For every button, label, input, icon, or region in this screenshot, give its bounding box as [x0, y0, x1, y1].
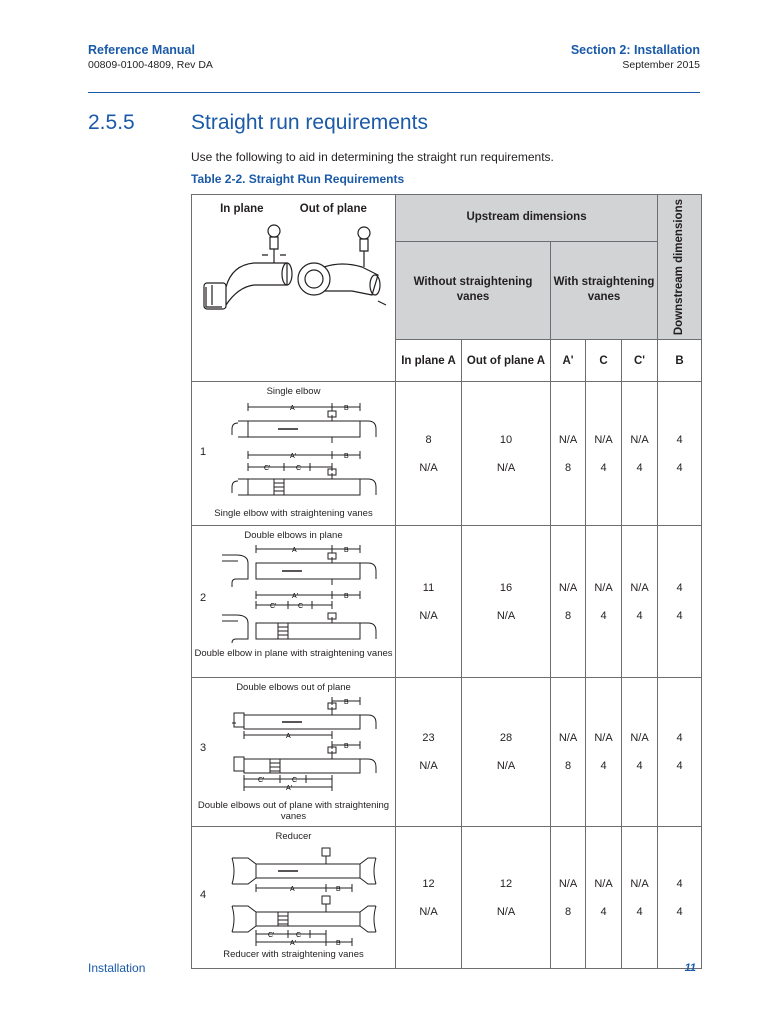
table-row: [192, 382, 702, 526]
value-cell: 12: [499, 877, 513, 890]
header-rule: [88, 92, 700, 93]
reducer-diagram: [192, 842, 394, 946]
row-2-c: [586, 526, 622, 678]
table-row: [192, 678, 702, 827]
document-number: 00809-0100-4809, Rev DA: [88, 59, 213, 71]
value-cell: N/A: [594, 732, 613, 745]
value-cell: 4: [676, 905, 683, 918]
double-elbow-out-of-plane-diagram: [192, 693, 394, 797]
value-cell: N/A: [594, 433, 613, 446]
dim-label-b: B: [344, 453, 349, 461]
value-cell: N/A: [496, 461, 516, 474]
dim-label-c: C: [296, 932, 302, 940]
row-1-figure-caption: Single elbow with straightening vanes: [214, 508, 373, 520]
col-a-prime: A': [551, 340, 586, 382]
value-cell: 12: [422, 877, 435, 890]
value-cell: 16: [499, 581, 513, 594]
value-cell: N/A: [558, 877, 578, 890]
elbow-orientation-illustration: [192, 215, 394, 315]
dim-label-b: B: [344, 405, 349, 413]
row-4-figure-caption: Reducer with straightening vanes: [223, 949, 364, 961]
dim-label-c: C: [296, 465, 302, 473]
row-1-out-plane-a: [462, 382, 551, 526]
dim-label-a: A: [290, 886, 295, 894]
value-cell: N/A: [419, 609, 438, 622]
value-cell: 28: [499, 732, 513, 745]
value-cell: 4: [676, 877, 683, 890]
value-cell: 4: [676, 732, 683, 745]
header-illustration-cell: [192, 195, 396, 382]
single-elbow-diagram: [192, 397, 394, 505]
with-vanes-header: With straightening vanes: [551, 241, 658, 339]
dim-label-a-prime: A': [290, 453, 297, 461]
dim-label-b: B: [344, 743, 349, 751]
value-cell: N/A: [496, 905, 516, 918]
dim-label-a-prime: A': [290, 940, 297, 947]
value-cell: N/A: [558, 581, 578, 594]
row-2-number: 2: [200, 592, 207, 605]
dim-label-c-prime: C': [268, 932, 275, 940]
row-1-number: 1: [200, 446, 207, 459]
value-cell: N/A: [594, 877, 613, 890]
dim-label-b: B: [344, 593, 349, 601]
col-in-plane-a: In plane A: [396, 340, 462, 382]
dim-label-a-prime: A': [286, 785, 293, 793]
row-1-a-prime: [551, 382, 586, 526]
value-cell: 8: [564, 461, 572, 474]
col-b: B: [658, 340, 702, 382]
header-right: [571, 43, 700, 72]
section-title: Straight run requirements: [191, 111, 428, 134]
value-cell: N/A: [594, 581, 613, 594]
value-cell: N/A: [419, 760, 438, 773]
value-cell: N/A: [630, 732, 649, 745]
row-2-out-plane-a: [462, 526, 551, 678]
table-row: [192, 526, 702, 678]
row-3-c-prime: [622, 678, 658, 827]
value-cell: 4: [676, 433, 683, 446]
downstream-dimensions-header: [658, 195, 702, 340]
value-cell: N/A: [558, 433, 578, 446]
value-cell: 8: [425, 433, 432, 446]
row-1-c-prime: [622, 382, 658, 526]
value-cell: 10: [499, 433, 513, 446]
straight-run-table: [191, 194, 702, 969]
row-4-figure-cell: [192, 827, 396, 969]
col-c: C: [586, 340, 622, 382]
row-3-out-plane-a: [462, 678, 551, 827]
value-cell: N/A: [419, 905, 438, 918]
row-4-figure-title: Reducer: [275, 831, 312, 843]
out-of-plane-label: Out of plane: [299, 203, 367, 215]
value-cell: 8: [564, 609, 572, 622]
row-1-in-plane-a: [396, 382, 462, 526]
row-3-figure-caption: Double elbows out of plane with straightening vanes: [197, 800, 390, 823]
col-out-of-plane-a: Out of plane A: [462, 340, 551, 382]
value-cell: 4: [636, 905, 643, 918]
value-cell: 4: [676, 581, 683, 594]
dim-label-c: C: [292, 777, 298, 785]
table-row: [192, 827, 702, 969]
row-1-figure-cell: [192, 382, 396, 526]
row-3-in-plane-a: [396, 678, 462, 827]
upstream-dimensions-header: Upstream dimensions: [396, 195, 658, 242]
section-number: 2.5.5: [88, 111, 135, 134]
manual-title: Reference Manual: [88, 43, 195, 57]
double-elbow-in-plane-diagram: [192, 541, 394, 645]
row-2-b: [658, 526, 702, 678]
row-2-c-prime: [622, 526, 658, 678]
value-cell: 4: [600, 905, 607, 918]
row-2-in-plane-a: [396, 526, 462, 678]
value-cell: N/A: [558, 732, 578, 745]
downstream-dimensions-label: Downstream dimensions: [673, 199, 686, 336]
value-cell: N/A: [630, 877, 649, 890]
value-cell: 4: [676, 760, 683, 773]
row-4-a-prime: [551, 827, 586, 969]
section-label: Section 2: Installation: [570, 43, 700, 57]
out-of-plane-elbow-icon: [298, 227, 386, 305]
row-1-b: [658, 382, 702, 526]
value-cell: N/A: [630, 581, 649, 594]
row-3-c: [586, 678, 622, 827]
value-cell: 4: [676, 609, 683, 622]
dim-label-c-prime: C': [264, 465, 271, 473]
dim-label-c-prime: C': [258, 777, 265, 785]
value-cell: 8: [564, 905, 572, 918]
dim-label-b: B: [344, 547, 349, 555]
dim-label-a: A: [286, 733, 291, 741]
value-cell: 4: [636, 461, 643, 474]
value-cell: 11: [422, 581, 435, 594]
value-cell: N/A: [630, 433, 649, 446]
row-4-out-plane-a: [462, 827, 551, 969]
without-vanes-header: Without straightening vanes: [396, 241, 551, 339]
row-1-figure-title: Single elbow: [266, 386, 321, 398]
row-3-a-prime: [551, 678, 586, 827]
row-3-number: 3: [200, 742, 207, 755]
value-cell: 4: [600, 609, 607, 622]
row-2-figure-cell: [192, 526, 396, 678]
dim-label-a: A: [290, 405, 295, 413]
dim-label-b: B: [336, 886, 341, 894]
page-number: 11: [684, 962, 696, 974]
dim-label-c: C: [298, 603, 304, 611]
value-cell: N/A: [419, 461, 438, 474]
row-4-number: 4: [200, 889, 207, 902]
row-4-c-prime: [622, 827, 658, 969]
in-plane-elbow-icon: [204, 225, 292, 309]
intro-text: Use the following to aid in determining the straight run requirements.: [191, 150, 554, 164]
header-left: [88, 43, 213, 72]
row-3-figure-cell: [192, 678, 396, 827]
col-c-prime: C': [622, 340, 658, 382]
row-2-figure-caption: Double elbow in plane with straightening vanes: [194, 648, 393, 660]
value-cell: N/A: [496, 760, 516, 773]
row-4-b: [658, 827, 702, 969]
table-caption: Table 2-2. Straight Run Requirements: [191, 172, 405, 186]
row-2-figure-title: Double elbows in plane: [244, 530, 343, 542]
value-cell: 4: [600, 760, 607, 773]
row-2-a-prime: [551, 526, 586, 678]
value-cell: 4: [676, 461, 683, 474]
value-cell: 8: [564, 760, 572, 773]
dim-label-b: B: [336, 940, 341, 947]
row-3-figure-title: Double elbows out of plane: [236, 682, 351, 694]
in-plane-label: In plane: [220, 203, 264, 215]
footer-section-label: Installation: [88, 961, 146, 975]
dim-label-c-prime: C': [270, 603, 277, 611]
value-cell: 4: [600, 461, 607, 474]
value-cell: 4: [636, 609, 643, 622]
row-4-in-plane-a: [396, 827, 462, 969]
row-4-c: [586, 827, 622, 969]
dim-label-b: B: [344, 699, 349, 707]
value-cell: N/A: [496, 609, 516, 622]
row-3-b: [658, 678, 702, 827]
value-cell: 4: [636, 760, 643, 773]
row-1-c: [586, 382, 622, 526]
dim-label-a-prime: A': [292, 593, 299, 601]
dim-label-a: A: [292, 547, 297, 555]
value-cell: 23: [422, 732, 435, 745]
publish-date: September 2015: [622, 59, 700, 71]
